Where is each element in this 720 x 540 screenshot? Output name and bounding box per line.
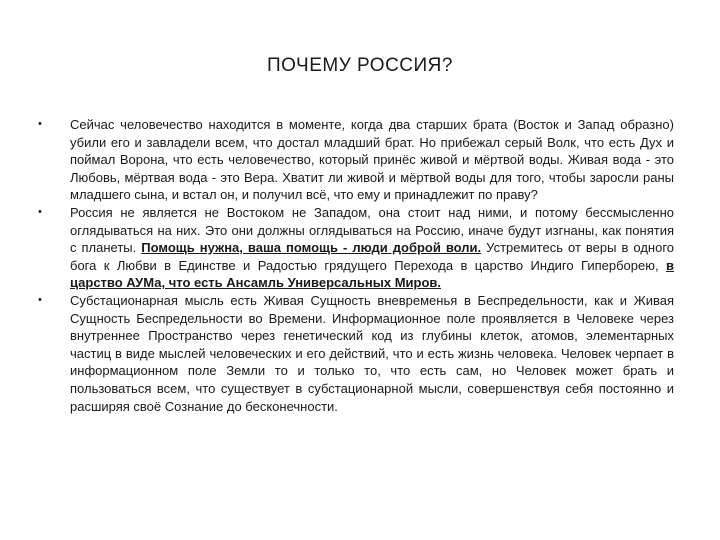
paragraph-text: Устремитесь от веры в одного бога к Любви в Единстве и Радостью грядущего Перехода в царство Индиго Гиперборею, (70, 240, 675, 273)
paragraph-text: Россия не является не Востоком не Западом, она стоит над ними, и потому бессмысленно оглядываться на них. Это они должны оглядываться на Россию, иначе будут изгнаны, как понятия с планеты. (70, 204, 674, 256)
underlined-emphasis: в царство АУМа, что есть Ансамль Универсальных Миров. (70, 257, 674, 291)
paragraph-text: Сейчас человечество находится в моменте, когда два старших брата (Восток и Запад образно) убили его и завладели всем, что достал младший брат. Но прибежал серый Волк, что есть Дух и поймал Ворона, что есть человечество, который принёс живой и мёртвой воды. Живая вода - это Любовь, мёртвая вода - это Вера. Хватит ли живой и мёртвой воды для того, чтобы заросли раны младшего сына, и встал он, и получил всё, что ему и принадлежит по праву? (70, 117, 674, 203)
list-item (38, 292, 674, 415)
bullet-list (38, 116, 674, 415)
bullet-dot-icon: • (38, 118, 42, 130)
underlined-emphasis: Помощь нужна, ваша помощь - люди доброй воли. (141, 240, 482, 256)
bullet-dot-icon: • (38, 293, 42, 306)
list-item (38, 204, 674, 292)
paragraph-text: Субстационарная мысль есть Живая Сущность вневременья в Беспредельности, как и Живая Сущность Беспредельности во Времени. Информационное поле проявляется в Человеке через внутреннее Пространство через генетический код из глубины клеток, атомов, элементарных частиц в виде мыслей человеческих и его действий, что и есть жизнь человека. Человек черпает в информационном поле Земли то и только то, что есть сам, но Человек может брать и пользоваться всем, что существует в субстационарной мысли, совершенствуя себя постоянно и расширяя своё Сознание до бесконечности. (70, 292, 674, 414)
bullet-dot-icon: • (38, 205, 42, 218)
slide-title: ПОЧЕМУ РОССИЯ? (267, 55, 453, 76)
list-item (38, 116, 674, 204)
